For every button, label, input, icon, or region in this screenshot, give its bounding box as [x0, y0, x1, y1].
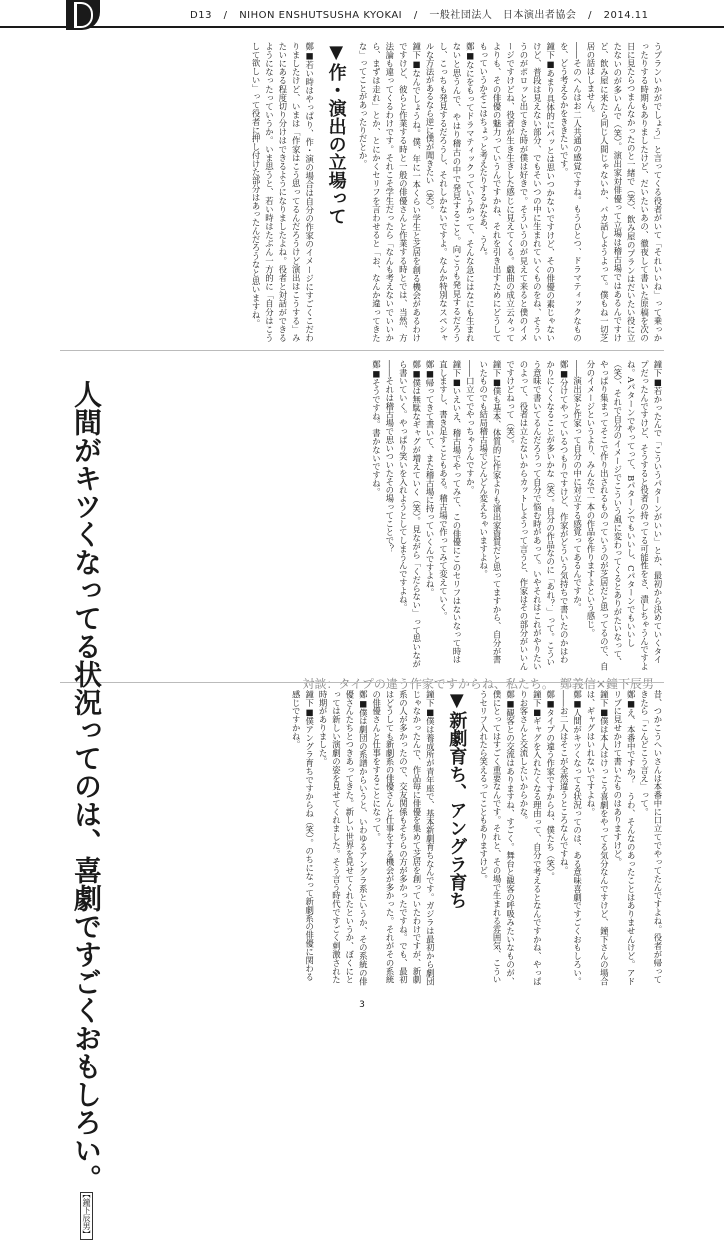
- heading-director-position: ▼作・演出の立場って: [325, 42, 347, 225]
- paragraph: ――それは稽古場で思いついたその場ってことで？: [384, 360, 395, 553]
- paragraph: 鐘下■僕は養成所が青年座で、基本新劇育ちなんです。ガジラは最初から劇団じゃなかったんで、作品毎に俳優を集めて芝居を創っていたわけですが、新劇系の人が多かったので、交友関係もそちらの方が多かったですね。でも、最初はどうしても新劇系の俳優さんと仕事をする機会が多かった。それがその系統の俳優さんと仕事をすることになって。: [371, 690, 436, 986]
- paragraph: 鄭■人間がキツくなってる状況ってのは、ある意味喜劇ですごくおもしろい。: [572, 690, 583, 986]
- article-caption: 対談：タイプの違う作家ですからね、私たち。 鄭義信×鐘下辰男: [302, 677, 654, 691]
- divider: [60, 682, 664, 683]
- paragraph: 鄭■分けてやっているつもりですけど、作家がどういう気持ちで書いたのかはわかりにくくなることが多いかな（笑）。自分の作品なのに「あれ？」って。こういう意味で書いてるんだろうって自分で悩む時があって。いやそれはこれがやりたいのよって、役者は立たないからカットしようって言うと、作家はその部分がいいんですけどねって（笑）。: [505, 360, 570, 671]
- paragraph: ――そのへんはお二人共通の感覚ですね。もうひとつ、ドラマティックなものを、どう考えるかをききたいです。: [559, 42, 583, 342]
- paragraph: 鄭■なにをもってドラマティックっていうかって、そんな急にはなにも生まれないと思うんで、やはり稽古の中で発見すること。向こうも発見するだろうし、こっちも発見するだろうし、それしかないですよ。なんか特別なスペシャルな方法があるなら逆に僕が聞きたい（笑）。: [425, 42, 476, 342]
- pull-quote: [64, 380, 104, 1238]
- pull-quote-attribution: 【鐘下辰男】: [82, 1194, 91, 1238]
- paragraph: うプランいかがでしょう」と言ってくる役者がいて「それいいね」って乗っかったりする時期もありましたけど、だいたいあの、徹夜して書いた原稿を次の日に見たらつまんなかったのと一緒で（笑）、飲み屋のプランはだいたい役に立たないのが多いんで（笑）。演出家対俳優って立場は稽古場ではあるんですけど、飲み屋に来たら同じ人間じゃないか、バカ話しようよって。僕もね一切芝居の話はしません。: [585, 42, 663, 342]
- heading-angura: ▼新劇育ち、アングラ育ち: [446, 690, 468, 909]
- paragraph: 鄭■帰ってきて書いて、また稽古場に持っていくんですよね。: [425, 360, 436, 597]
- issue-date: 2014.11: [603, 10, 649, 21]
- paragraph: ――口立てでやっちゃうんですか。: [465, 360, 476, 495]
- paragraph: 鐘下■いえいえ、稽古場でやってみて、この俳優にこのセリフはないなって時は直しますし、書き足すこともある。稽古場で作ってみて変えていく。: [438, 360, 462, 664]
- paragraph: 鄭■僕は劇団の系譜からいうと、いわゆるアングラ系というか、その系統の俳優さんたちとつきあってきた。新しい世界を見せてくれたというか、ぼくにとっては新しい演劇の姿を見せてくれました。そう言う時代ですごく刺激された時期がありました。: [318, 690, 369, 986]
- pull-quote-text: 人間がキツくなってる状況ってのは、喜劇ですごくおもしろい。: [70, 380, 103, 1192]
- paragraph: 鐘下■なんでしょうね。僕、年に一本くらい学生と芝居を創る機会があるわけですけど、彼らと作業する時と一般の俳優さんと作業する時とでは、当然、方法論も違ってくるわけです。それこそ学生だったら「なんも考えないでいいから、まずは走れ」とか、とにかくセリフを言わせると「お、なんか違ってきたな」ってことがあったりだとか。: [358, 42, 422, 342]
- paragraph: 鄭■タイプの違う作家ですからね、僕たち（笑）。: [545, 690, 556, 881]
- divider: [60, 350, 664, 351]
- magazine-logo: [66, 0, 100, 30]
- issue-number: D13: [190, 10, 212, 21]
- paragraph: 鄭■若い時はやっぱり、作・演の場合は自分の作家のイメージにすごくこだわりましたけど、いまは「作家はこう思ってるんだろうけど演出はこうする」みたいにある程度切り分けはできるようになりましたよね。役者と対話ができるようになったっていうか。いま思うと、若い時はたぶん一方的に「自分はこうして欲しい」って役者に押し付けた部分はあったんだろうなと思いますね。: [251, 42, 315, 342]
- paragraph: 鄭■僕は無駄なギャグが増えていく（笑）。見ながら「くだらない」って思いながら書いていく。やっぱり笑いを入れようとしてしまうんですよね。: [398, 360, 422, 668]
- paragraph: 昔、つかこうへいさんは本番中に口立てでやってたんですよね。役者が帰ってきたら「こんどこう言え」って。: [639, 690, 663, 984]
- paragraph: 鐘下■僕は本人はけっこう喜劇をやってる気分なんですけど、鐘下さんの場合は、ギャグはいれないですよね。: [585, 690, 610, 986]
- paragraph: ――演出家と作家って自分の中に対立する感覚ってあるんですか。: [572, 360, 583, 612]
- paragraph: 鐘下■僕アングラ育ちですからね（笑）。のちになって新劇系の俳優に関わる感じですかね。: [291, 690, 315, 982]
- paragraph: 鐘下■若かったんで「こういうパターンがいい」とか、最初から決めていくタイプだったんですけど、そうすると役者の持ってる可能性をさ、潰しちゃうんですよね。Aパターンでやってって、Bパターンでもいいし、Cパターンでもいいし（笑）、それで自分のイメージでこういう風に変わってくるとありがたいなって、やっぱり集まってそこで作り出されるものっていうのが芝居だと思ってるので、自分のイメージというより、みんなで一本の作品を作りますよという感じ。: [585, 360, 663, 671]
- paragraph: 鐘下■あまり具体的にパッとは思いつかないですけど、その俳優の素じゃないけど、普段は見えない部分、でもそいつの中に生まれていくものをね、そういうのがポロッと出てきた時が僕は好きで。そういうのが見えて来ると僕のイメージですけどね、役者が生き生きした感じに見えてくる。戯曲の成立云々ってよりも、その俳優の魅力っていうんですかね、それを引き出すためにどうしてもっていうかそこはちょっと考えたりするかなあ、うん。: [478, 42, 556, 342]
- middle-section: [60, 360, 664, 672]
- header-text: D13 / NIHON ENSHUTSUSHA KYOKAI / 一般社団法人 日本演出者協会 / 2014.11: [190, 6, 656, 21]
- org-name-jp: 一般社団法人 日本演出者協会: [429, 10, 577, 21]
- paragraph: 鄭■観客との交流はありますね、すごく。舞台と観客の呼吸みたいなものが、僕にとってはすごく重要なんです。それと、その場で生まれる雰囲気、こういうセリフ入れたら笑えるってこともありますけど。: [478, 690, 516, 986]
- page-number: 3: [359, 1000, 365, 1010]
- paragraph: 鐘下■ギャグを入れたくなる理由って、自分で考えるとなんですかね、やっぱりお客さんと交流したいからかな。: [518, 690, 543, 986]
- paragraph: 鐘下■僕も基本、体質的に作家よりも演出家資質だと思ってますから、自分が書いたものでも結局稽古場でどんどん変えちゃいますよね。: [478, 360, 503, 664]
- paragraph: 鄭■え、本番中ですか？ うわ、そんなのあったことはありませんけど。アドリブに見せかけて書いたものはありますけど。: [612, 690, 637, 986]
- org-name-en: NIHON ENSHUTSUSHA KYOKAI: [239, 10, 403, 21]
- top-section: [60, 42, 664, 342]
- header-bar: [0, 0, 724, 28]
- bottom-section: [60, 690, 664, 986]
- paragraph: 鄭■そうですね。書かないですね。: [371, 360, 382, 496]
- paragraph: ――お二人はそこが全然違うところなんですね。: [559, 690, 570, 875]
